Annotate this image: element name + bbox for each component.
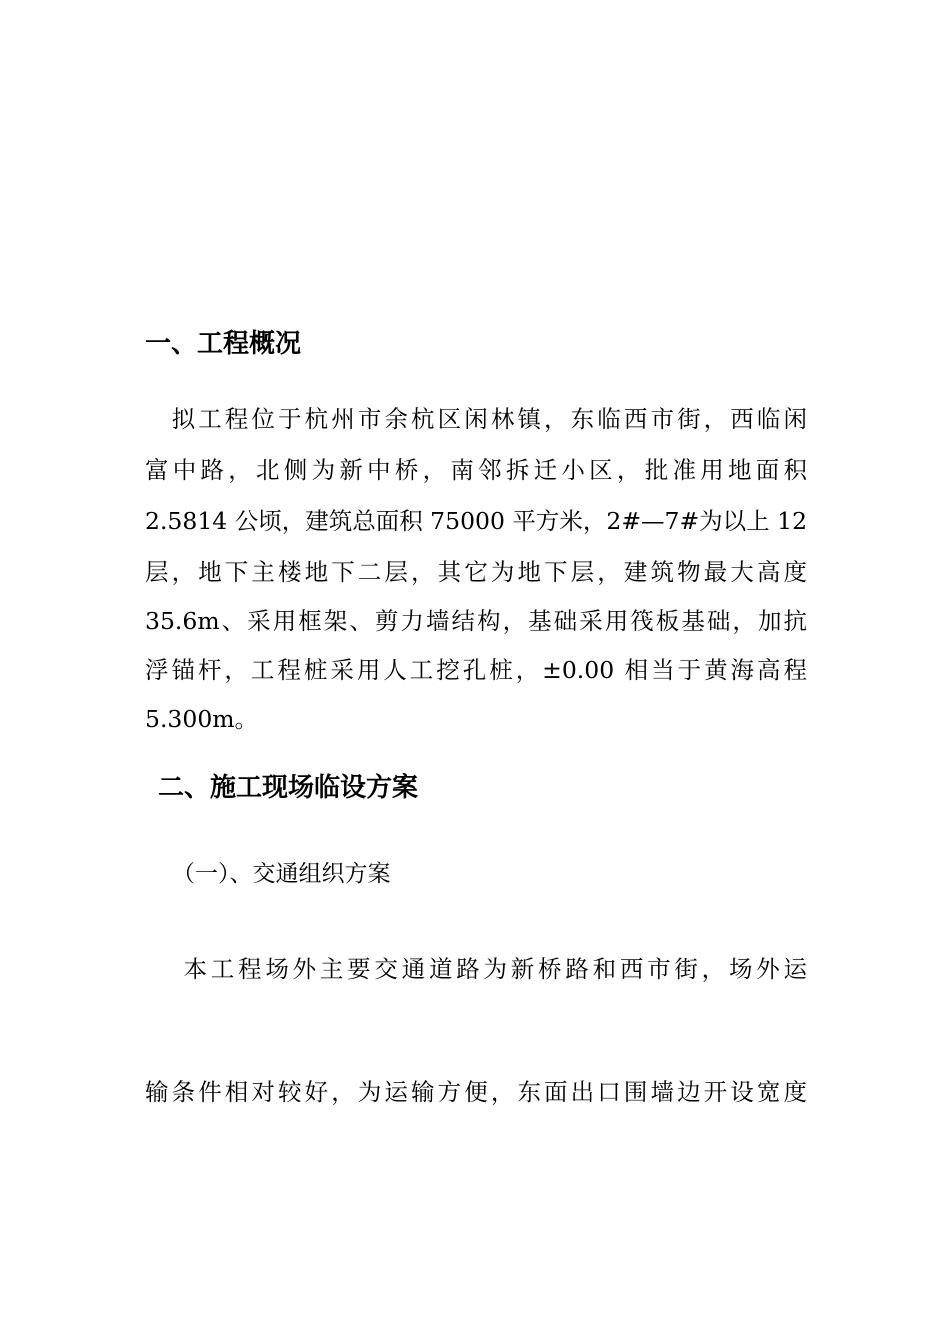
paragraph-line: 输条件相对较好，为运输方便，东面出口围墙边开设宽度 xyxy=(145,1078,807,1106)
paragraph-line: 富中路，北侧为新中桥，南邻拆迁小区，批准用地面积 xyxy=(145,456,807,484)
paragraph-line: 35.6m、采用框架、剪力墙结构，基础采用筏板基础，加抗 xyxy=(145,607,807,635)
subsection-heading-traffic: （一）、交通组织方案 xyxy=(172,861,391,887)
paragraph-line: 层，地下主楼地下二层，其它为地下层，建筑物最大高度 xyxy=(145,558,807,586)
paragraph-line: 2.5814 公顷，建筑总面积 75000 平方米，2#—7#为以上 12 xyxy=(145,507,807,535)
section-heading-site-plan: 二、施工现场临设方案 xyxy=(158,773,419,803)
paragraph-line: 5.300m。 xyxy=(145,705,259,733)
paragraph-line: 本工程场外主要交通道路为新桥路和西市街，场外运 xyxy=(145,955,807,983)
section-heading-overview: 一、工程概况 xyxy=(145,329,302,359)
paragraph-line: 拟工程位于杭州市余杭区闲林镇，东临西市街，西临闲 xyxy=(145,405,807,433)
paragraph-line: 浮锚杆，工程桩采用人工挖孔桩，±0.00 相当于黄海高程 xyxy=(145,656,807,684)
